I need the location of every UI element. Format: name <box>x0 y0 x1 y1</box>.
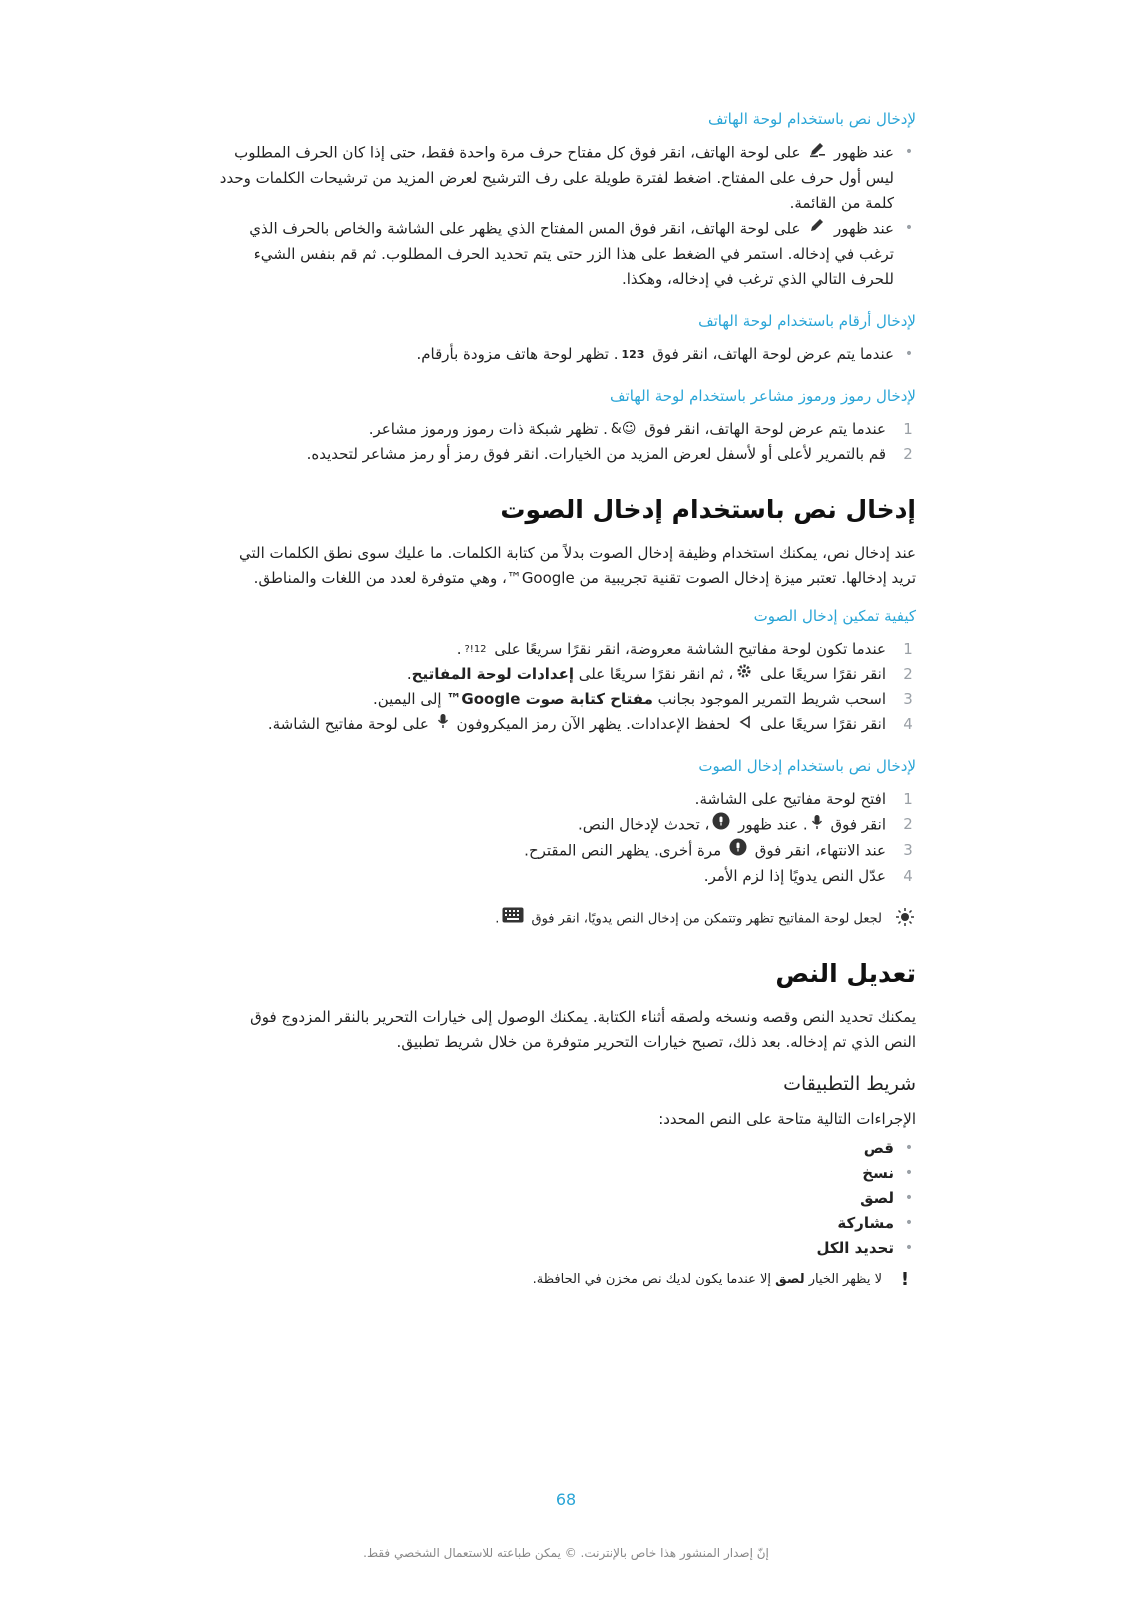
paste-label: لصق <box>775 1272 805 1287</box>
list-item <box>216 1136 916 1161</box>
item-text: عند الانتهاء، انقر فوق <box>754 841 886 860</box>
item-text: على لوحة مفاتيح الشاشة. <box>267 715 429 733</box>
microphone-icon <box>811 813 823 838</box>
actions-list <box>216 1136 916 1261</box>
tip-note <box>216 907 916 931</box>
bullet-icon: • <box>904 1140 914 1156</box>
bullet-list <box>216 342 916 367</box>
keyboard-icon <box>502 907 524 931</box>
item-text: عدّل النص يدويًا إذا لزم الأمر. <box>703 867 886 885</box>
step-number: 2 <box>903 815 913 833</box>
item-text: . تظهر لوحة هاتف مزودة بأرقام. <box>416 345 619 363</box>
main-content <box>216 108 916 1305</box>
action-label: قص <box>863 1139 894 1157</box>
step-number: 3 <box>903 690 913 708</box>
list-item <box>216 1236 916 1261</box>
section-title: لإدخال نص باستخدام إدخال الصوت <box>698 757 916 775</box>
exclamation-icon: ! <box>900 1269 910 1290</box>
note-text: . <box>495 911 500 927</box>
keyboard-settings-label: إعدادات لوحة المفاتيح <box>411 665 574 683</box>
bullet-icon: • <box>904 1190 914 1206</box>
item-text: عندما تكون لوحة مفاتيح الشاشة معروضة، انقر نقرًا سريعًا على <box>494 640 886 658</box>
bullet-icon: • <box>904 1240 914 1256</box>
list-item <box>216 812 916 838</box>
numbered-list <box>216 787 916 889</box>
item-text: ، تحدث لإدخال النص. <box>578 815 710 834</box>
note-text: لا يظهر الخيار <box>808 1272 882 1287</box>
lightbulb-icon <box>894 907 916 935</box>
voice-typing-key-label: مفتاح كتابة صوت Google™ <box>446 690 653 708</box>
item-text: لحفظ الإعدادات. يظهر الآن رمز الميكروفون <box>456 715 731 733</box>
list-item <box>216 662 916 687</box>
edit-text-heading: تعديل النص <box>775 959 916 988</box>
item-text: على لوحة الهاتف، انقر فوق كل مفتاح حرف مرة واحدة فقط، حتى إذا كان الحرف المطلوب ليس أول حرف على المفتاح. اضغط لفترة طويلة على رف الترشيح لعرض المزيد من ترشيحات الكلمات وحدد كلمة من القائمة. <box>219 143 894 212</box>
list-item <box>216 712 916 737</box>
item-text: قم بالتمرير لأعلى أو لأسفل لعرض المزيد من الخيارات. انقر فوق رمز أو رمز مشاعر لتحديده. <box>306 445 886 463</box>
section-phonepad-symbols <box>216 385 916 467</box>
list-item <box>216 637 916 662</box>
item-text: عندما يتم عرض لوحة الهاتف، انقر فوق <box>652 345 894 363</box>
list-item <box>216 687 916 712</box>
list-item <box>216 787 916 812</box>
section-phonepad-numbers <box>216 310 916 367</box>
pencil-icon <box>808 216 826 242</box>
note-text: لجعل لوحة المفاتيح تظهر وتتمكن من إدخال النص يدويًا، انقر فوق <box>531 911 882 927</box>
action-label: مشاركة <box>837 1214 894 1232</box>
step-number: 2 <box>903 665 913 683</box>
section-title: كيفية تمكين إدخال الصوت <box>753 607 916 625</box>
bullet-icon: • <box>904 1215 914 1231</box>
numbered-list <box>216 417 916 467</box>
item-text: على لوحة الهاتف، انقر فوق المس المفتاح الذي يظهر على الشاشة والخاص بالحرف الذي ترغب في إدخاله. استمر في الضغط على هذا الزر حتى يتم تحديد الحرف المطلوب. ثم قم بنفس الشيء للحرف التالي الذي ترغب في إدخاله، وهكذا. <box>249 219 894 288</box>
gear-icon <box>736 662 752 687</box>
voice-input-heading: إدخال نص باستخدام إدخال الصوت <box>500 495 916 524</box>
actions-intro: الإجراءات التالية متاحة على النص المحدد: <box>658 1110 916 1128</box>
list-item <box>216 864 916 889</box>
numbered-list <box>216 637 916 737</box>
item-text: مرة أخرى. يظهر النص المقترح. <box>524 841 722 860</box>
list-item <box>216 442 916 467</box>
edit-intro-paragraph: يمكنك تحديد النص وقصه ونسخه ولصقه أثناء الكتابة. يمكنك الوصول إلى خيارات التحرير بالنقر المزدوج فوق النص الذي تم إدخاله. بعد ذلك، تصبح خيارات التحرير متوفرة من خلال شريط تطبيق. <box>250 1008 916 1051</box>
item-text: . تظهر شبكة ذات رموز ورموز مشاعر. <box>368 420 608 438</box>
bullet-icon: • <box>904 144 914 160</box>
list-item <box>216 1211 916 1236</box>
recording-microphone-icon <box>712 812 730 838</box>
list-item <box>216 342 916 367</box>
bullet-icon: • <box>904 1165 914 1181</box>
numbers-key-icon: 123 <box>621 348 645 361</box>
warning-note <box>216 1269 916 1291</box>
list-item <box>216 417 916 442</box>
section-enable-voice <box>216 605 916 737</box>
item-text: اسحب شريط التمرير الموجود بجانب <box>657 690 886 708</box>
list-item <box>216 1161 916 1186</box>
section-phonepad-text <box>216 108 916 292</box>
item-text: عندما يتم عرض لوحة الهاتف، انقر فوق <box>644 420 886 438</box>
item-text: . عند ظهور <box>738 815 808 834</box>
step-number: 3 <box>903 841 913 859</box>
item-text: إلى اليمين. <box>372 690 442 708</box>
item-text: ، ثم انقر نقرًا سريعًا على <box>578 665 734 683</box>
footer-text: إنّ إصدار المنشور هذا خاص بالإنترنت. © يمكن طباعته للاستعمال الشخصي فقط. <box>363 1546 769 1560</box>
list-item <box>216 1186 916 1211</box>
note-text: إلا عندما يكون لديك نص مخزن في الحافظة. <box>532 1272 772 1287</box>
microphone-icon <box>437 712 449 737</box>
item-text: عند ظهور <box>834 143 894 162</box>
action-label: نسخ <box>862 1164 894 1182</box>
section-title: لإدخال رموز ورموز مشاعر باستخدام لوحة الهاتف <box>610 387 916 405</box>
bullet-icon: • <box>904 346 914 362</box>
list-item <box>216 216 916 292</box>
step-number: 4 <box>903 715 913 733</box>
step-number: 1 <box>903 790 913 808</box>
section-title: لإدخال أرقام باستخدام لوحة الهاتف <box>698 312 916 330</box>
action-label: لصق <box>860 1189 894 1207</box>
section-use-voice <box>216 755 916 889</box>
step-number: 4 <box>903 867 913 885</box>
back-triangle-icon <box>738 712 752 737</box>
item-text: . <box>406 665 412 683</box>
step-number: 1 <box>903 420 913 438</box>
page-number: 68 <box>555 1490 577 1509</box>
bullet-list <box>216 140 916 292</box>
action-label: تحديد الكل <box>816 1239 894 1257</box>
item-text: انقر نقرًا سريعًا على <box>760 715 886 733</box>
app-bar-heading: شريط التطبيقات <box>783 1073 916 1095</box>
step-number: 1 <box>903 640 913 658</box>
step-number: 2 <box>903 445 913 463</box>
list-item <box>216 838 916 864</box>
bullet-icon: • <box>904 220 914 236</box>
item-text: انقر فوق <box>830 815 886 834</box>
list-item <box>216 140 916 216</box>
pencil-icon <box>808 140 826 166</box>
item-text: افتح لوحة مفاتيح على الشاشة. <box>694 790 886 808</box>
voice-intro-paragraph: عند إدخال نص، يمكنك استخدام وظيفة إدخال الصوت بدلاً من كتابة الكلمات. ما عليك سوى نطق الكلمات التي تريد إدخالها. تعتبر ميزة إدخال الصوت تقنية تجريبية من Google™، وهي متوفرة لعدد من اللغات والمناطق. <box>239 544 916 587</box>
item-text: . <box>456 640 462 658</box>
section-title: لإدخال نص باستخدام لوحة الهاتف <box>707 110 916 128</box>
recording-microphone-icon <box>729 838 747 864</box>
smiley-symbols-key-icon: ☺& <box>610 421 637 437</box>
item-text: عند ظهور <box>834 219 894 238</box>
symbols-key-icon: 12!? <box>464 644 487 655</box>
item-text: انقر نقرًا سريعًا على <box>760 665 886 683</box>
